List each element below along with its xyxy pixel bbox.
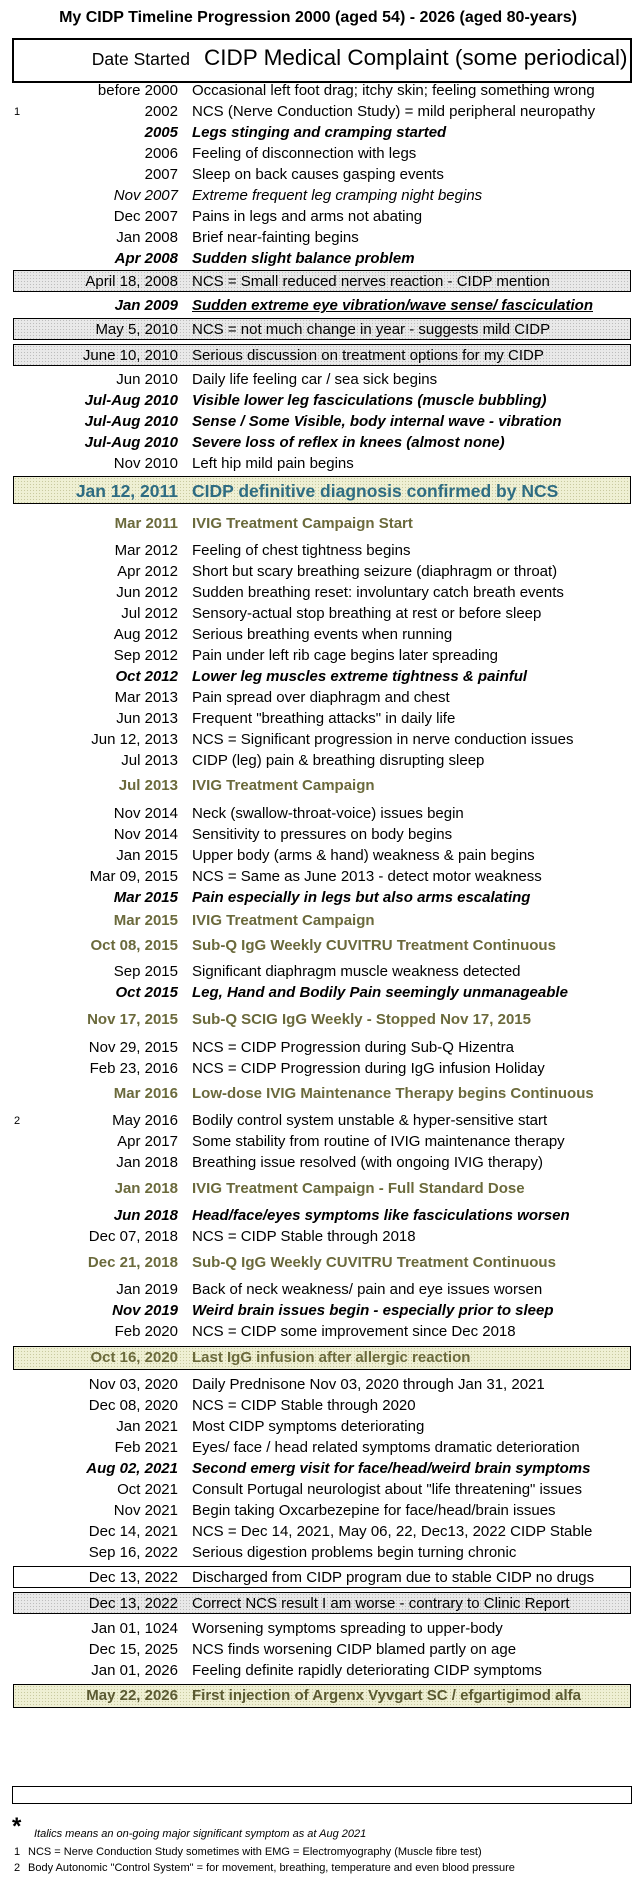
complaint-column-header: CIDP Medical Complaint (some periodical) — [204, 45, 628, 70]
row-date: Mar 2015 — [113, 912, 178, 929]
row-complaint: Feeling definite rapidly deteriorating CIDP symptoms — [192, 1662, 542, 1679]
row-date: Feb 23, 2016 — [89, 1060, 178, 1077]
row-complaint: Left hip mild pain begins — [192, 455, 354, 472]
date-column-header: Date Started — [91, 49, 190, 69]
row-date: Jul-Aug 2010 — [84, 434, 178, 451]
footnote-1-marker: 1 — [14, 1846, 21, 1858]
row-complaint: NCS = CIDP some improvement since Dec 2018 — [192, 1323, 516, 1340]
row-complaint: Serious digestion problems begin turning chronic — [192, 1544, 517, 1561]
row-date: Mar 2012 — [114, 542, 178, 559]
row-complaint: Occasional left foot drag; itchy skin; feeling something wrong — [192, 82, 595, 99]
row-complaint: Worsening symptoms spreading to upper-body — [192, 1620, 503, 1637]
row-complaint: NCS = Significant progression in nerve conduction issues — [192, 731, 574, 748]
row-complaint: NCS = Same as June 2013 - detect motor weakness — [192, 868, 542, 885]
row-date: Nov 2007 — [113, 187, 178, 204]
row-complaint: Daily Prednisone Nov 03, 2020 through Jan 31, 2021 — [192, 1376, 545, 1393]
row-complaint: Feeling of chest tightness begins — [192, 542, 411, 559]
row-complaint: Short but scary breathing seizure (diaphragm or throat) — [192, 563, 558, 580]
row-complaint: Serious breathing events when running — [192, 626, 453, 643]
row-date: May 2016 — [112, 1112, 178, 1129]
row-complaint: IVIG Treatment Campaign Start — [192, 515, 413, 532]
row-date: before 2000 — [97, 82, 178, 99]
row-complaint: Extreme frequent leg cramping night begins — [192, 187, 483, 204]
footnote-1-text: NCS = Nerve Conduction Study sometimes with EMG = Electromyography (Muscle fibre test) — [28, 1846, 482, 1858]
row-date: May 5, 2010 — [95, 321, 178, 338]
row-date: 2005 — [144, 124, 178, 141]
row-complaint: Pain spread over diaphragm and chest — [192, 689, 450, 706]
row-complaint: Sensitivity to pressures on body begins — [192, 826, 453, 843]
row-date: Jul 2013 — [118, 777, 178, 794]
row-date: Jul 2012 — [121, 605, 178, 622]
row-complaint: Daily life feeling car / sea sick begins — [192, 371, 438, 388]
row-date: Mar 2016 — [113, 1085, 178, 1102]
row-complaint: NCS = CIDP Stable through 2020 — [192, 1397, 416, 1414]
row-complaint: Correct NCS result I am worse - contrary to Clinic Report — [192, 1595, 570, 1612]
row-complaint: NCS = Dec 14, 2021, May 06, 22, Dec13, 2022 CIDP Stable — [192, 1523, 593, 1540]
row-date: Jun 2012 — [116, 584, 178, 601]
row-complaint: IVIG Treatment Campaign — [192, 777, 375, 794]
row-footnote-marker: 2 — [14, 1115, 21, 1127]
row-date: Nov 29, 2015 — [88, 1039, 178, 1056]
row-date: Sep 2015 — [113, 963, 178, 980]
row-complaint: Serious discussion on treatment options for my CIDP — [192, 347, 544, 364]
row-complaint: NCS = CIDP Stable through 2018 — [192, 1228, 416, 1245]
row-date: Jan 2015 — [116, 847, 178, 864]
row-date: Feb 2020 — [114, 1323, 178, 1340]
row-date: Jan 2018 — [114, 1180, 178, 1197]
row-date: Nov 2014 — [113, 805, 178, 822]
row-date: Dec 07, 2018 — [88, 1228, 178, 1245]
row-complaint: Sensory-actual stop breathing at rest or before sleep — [192, 605, 542, 622]
row-date: Jan 2008 — [116, 229, 178, 246]
row-complaint: Consult Portugal neurologist about "life threatening" issues — [192, 1481, 583, 1498]
row-date: Jan 12, 2011 — [75, 481, 178, 501]
row-complaint: IVIG Treatment Campaign - Full Standard Dose — [192, 1180, 525, 1197]
row-complaint: Upper body (arms & hand) weakness & pain begins — [192, 847, 535, 864]
row-date: Oct 2015 — [115, 984, 178, 1001]
row-date: Apr 2012 — [117, 563, 178, 580]
row-complaint: Sub-Q IgG Weekly CUVITRU Treatment Continuous — [192, 937, 556, 954]
row-complaint: Most CIDP symptoms deteriorating — [192, 1418, 425, 1435]
row-date: Apr 2017 — [117, 1133, 178, 1150]
row-date: Oct 2021 — [117, 1481, 178, 1498]
row-complaint: NCS = CIDP Progression during IgG infusion Holiday — [192, 1060, 545, 1077]
row-date: Nov 2014 — [113, 826, 178, 843]
row-complaint: Back of neck weakness/ pain and eye issues worsen — [192, 1281, 543, 1298]
row-date: Nov 03, 2020 — [88, 1376, 178, 1393]
row-complaint: NCS finds worsening CIDP blamed partly on age — [192, 1641, 517, 1658]
row-complaint: Brief near-fainting begins — [192, 229, 359, 246]
row-complaint: Discharged from CIDP program due to stable CIDP no drugs — [192, 1569, 595, 1586]
row-date: Feb 2021 — [114, 1439, 178, 1456]
row-date: Nov 17, 2015 — [87, 1011, 178, 1028]
row-complaint: Eyes/ face / head related symptoms dramatic deterioration — [192, 1439, 580, 1456]
row-complaint: Sense / Some Visible, body internal wave - vibration — [192, 413, 562, 430]
row-date: Sep 2012 — [113, 647, 178, 664]
row-date: Dec 08, 2020 — [88, 1397, 178, 1414]
row-complaint: Severe loss of reflex in knees (almost none) — [192, 434, 505, 451]
row-date: Jun 2013 — [116, 710, 178, 727]
row-complaint: Pain especially in legs but also arms escalating — [192, 889, 531, 906]
row-date: Oct 2012 — [115, 668, 178, 685]
row-complaint: Frequent "breathing attacks" in daily life — [192, 710, 456, 727]
row-date: Aug 2012 — [113, 626, 178, 643]
row-date: Dec 2007 — [113, 208, 178, 225]
row-date: Jan 01, 1024 — [91, 1620, 178, 1637]
row-complaint: CIDP definitive diagnosis confirmed by NCS — [192, 481, 559, 501]
row-date: Dec 13, 2022 — [88, 1595, 178, 1612]
row-complaint: Sudden slight balance problem — [192, 250, 415, 267]
row-date: Jan 01, 2026 — [91, 1662, 178, 1679]
row-complaint: NCS = Small reduced nerves reaction - CIDP mention — [192, 273, 550, 290]
row-date: Oct 08, 2015 — [90, 937, 178, 954]
row-complaint: Pain under left rib cage begins later spreading — [192, 647, 499, 664]
row-date: Dec 15, 2025 — [88, 1641, 178, 1658]
italics-note: Italics means an on-going major significant symptom as at Aug 2021 — [34, 1828, 367, 1840]
row-footnote-marker: 1 — [14, 106, 21, 118]
row-complaint: First injection of Argenx Vyvgart SC / efgartigimod alfa — [192, 1687, 581, 1704]
row-complaint: Bodily control system unstable & hyper-sensitive start — [192, 1112, 548, 1129]
empty-box — [12, 1786, 632, 1804]
row-date: June 10, 2010 — [82, 347, 178, 364]
row-date: Jun 2018 — [113, 1207, 178, 1224]
row-date: Jul-Aug 2010 — [84, 392, 178, 409]
row-date: Nov 2019 — [112, 1302, 178, 1319]
row-date: 2006 — [144, 145, 178, 162]
row-date: Jan 2019 — [116, 1281, 178, 1298]
row-complaint: Significant diaphragm muscle weakness detected — [192, 963, 521, 980]
row-date: Oct 16, 2020 — [90, 1349, 178, 1366]
row-date: May 22, 2026 — [86, 1687, 178, 1704]
row-complaint: Sub-Q IgG Weekly CUVITRU Treatment Continuous — [192, 1254, 556, 1271]
row-complaint: Pains in legs and arms not abating — [192, 208, 423, 225]
row-complaint: NCS = not much change in year - suggests mild CIDP — [192, 321, 551, 338]
row-complaint: Low-dose IVIG Maintenance Therapy begins Continuous — [192, 1085, 594, 1102]
row-date: Jun 2010 — [116, 371, 178, 388]
row-complaint: Feeling of disconnection with legs — [192, 145, 417, 162]
row-date: April 18, 2008 — [85, 273, 178, 290]
row-date: Nov 2010 — [113, 455, 178, 472]
row-complaint: Legs stinging and cramping started — [192, 124, 447, 141]
row-date: Nov 2021 — [113, 1502, 178, 1519]
row-date: Dec 14, 2021 — [88, 1523, 178, 1540]
row-complaint: CIDP (leg) pain & breathing disrupting sleep — [192, 752, 485, 769]
row-complaint: Second emerg visit for face/head/weird brain symptoms — [192, 1460, 591, 1477]
page-title: My CIDP Timeline Progression 2000 (aged 54) - 2026 (aged 80-years) — [59, 9, 577, 26]
row-complaint: Begin taking Oxcarbezepine for face/head/brain issues — [192, 1502, 556, 1519]
row-complaint: NCS (Nerve Conduction Study) = mild peripheral neuropathy — [192, 103, 596, 120]
row-date: Apr 2008 — [114, 250, 178, 267]
row-complaint: Last IgG infusion after allergic reaction — [192, 1349, 471, 1366]
row-date: Jan 2021 — [116, 1418, 178, 1435]
row-complaint: Sub-Q SCIG IgG Weekly - Stopped Nov 17, 2015 — [192, 1011, 531, 1028]
row-date: Jan 2018 — [116, 1154, 178, 1171]
row-complaint: Sudden breathing reset: involuntary catch breath events — [192, 584, 564, 601]
footnote-2-text: Body Autonomic "Control System" = for movement, breathing, temperature and even blood pressure — [28, 1862, 515, 1874]
row-complaint: IVIG Treatment Campaign — [192, 912, 375, 929]
row-complaint: Visible lower leg fasciculations (muscle bubbling) — [192, 392, 547, 409]
row-date: Mar 2011 — [114, 515, 178, 532]
row-complaint: Head/face/eyes symptoms like fasciculations worsen — [192, 1207, 570, 1224]
row-date: Jun 12, 2013 — [91, 731, 178, 748]
row-date: Jul 2013 — [121, 752, 178, 769]
row-complaint: Lower leg muscles extreme tightness & painful — [192, 668, 528, 685]
footnote-2-marker: 2 — [14, 1862, 21, 1874]
row-date: 2002 — [144, 103, 178, 120]
row-complaint: Breathing issue resolved (with ongoing IVIG therapy) — [192, 1154, 544, 1171]
row-date: 2007 — [144, 166, 178, 183]
row-complaint: Weird brain issues begin - especially prior to sleep — [192, 1302, 554, 1319]
row-date: Mar 2013 — [114, 689, 178, 706]
row-complaint: NCS = CIDP Progression during Sub-Q Hizentra — [192, 1039, 514, 1056]
row-date: Jul-Aug 2010 — [84, 413, 178, 430]
row-date: Mar 09, 2015 — [89, 868, 178, 885]
row-date: Dec 21, 2018 — [87, 1254, 178, 1271]
row-date: Sep 16, 2022 — [88, 1544, 178, 1561]
row-date: Jan 2009 — [114, 297, 178, 314]
row-date: Mar 2015 — [113, 889, 178, 906]
row-complaint: Some stability from routine of IVIG maintenance therapy — [192, 1133, 565, 1150]
row-complaint: Sudden extreme eye vibration/wave sense/ fasciculation — [192, 297, 593, 314]
row-complaint: Neck (swallow-throat-voice) issues begin — [192, 805, 464, 822]
row-date: Dec 13, 2022 — [88, 1569, 178, 1586]
row-complaint: Sleep on back causes gasping events — [192, 166, 444, 183]
row-date: Aug 02, 2021 — [86, 1460, 178, 1477]
row-complaint: Leg, Hand and Bodily Pain seemingly unmanageable — [192, 984, 568, 1001]
asterisk-marker: * — [12, 1813, 22, 1840]
